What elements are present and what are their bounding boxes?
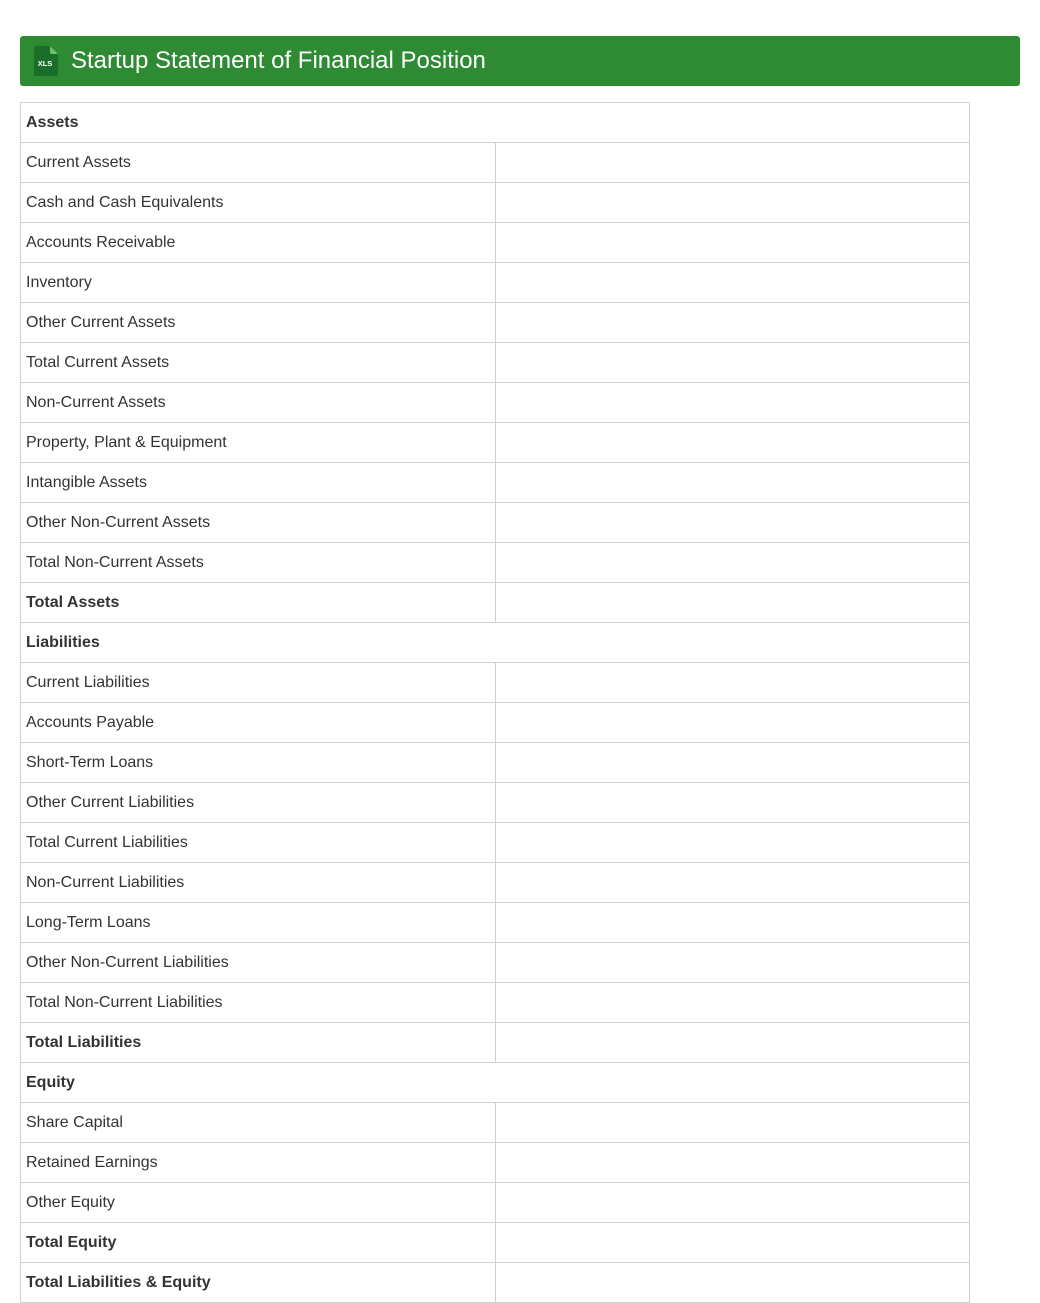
table-row	[21, 703, 970, 743]
total-row	[21, 1223, 970, 1263]
row-label: Other Non-Current Assets	[21, 503, 496, 543]
table-row	[21, 1183, 970, 1223]
value-cell[interactable]	[495, 383, 970, 423]
table-row	[21, 983, 970, 1023]
value-cell[interactable]	[495, 1103, 970, 1143]
row-label: Accounts Payable	[21, 703, 496, 743]
financial-position-table	[20, 102, 970, 1303]
total-row	[21, 1023, 970, 1063]
row-label: Non-Current Assets	[21, 383, 496, 423]
row-label: Other Non-Current Liabilities	[21, 943, 496, 983]
section-label: Liabilities	[21, 623, 970, 663]
table-row	[21, 423, 970, 463]
row-label: Total Equity	[21, 1223, 496, 1263]
row-label: Total Non-Current Liabilities	[21, 983, 496, 1023]
table-row	[21, 943, 970, 983]
table-row	[21, 1143, 970, 1183]
row-label: Inventory	[21, 263, 496, 303]
value-cell[interactable]	[495, 223, 970, 263]
row-label: Total Liabilities	[21, 1023, 496, 1063]
value-cell[interactable]	[495, 943, 970, 983]
value-cell[interactable]	[495, 1263, 970, 1303]
row-label: Total Liabilities & Equity	[21, 1263, 496, 1303]
table-row	[21, 303, 970, 343]
value-cell[interactable]	[495, 703, 970, 743]
row-label: Cash and Cash Equivalents	[21, 183, 496, 223]
table-row	[21, 1103, 970, 1143]
row-label: Total Assets	[21, 583, 496, 623]
total-row	[21, 583, 970, 623]
value-cell[interactable]	[495, 903, 970, 943]
row-label: Other Current Liabilities	[21, 783, 496, 823]
value-cell[interactable]	[495, 663, 970, 703]
svg-text:XLS: XLS	[37, 59, 53, 68]
table-row	[21, 223, 970, 263]
value-cell[interactable]	[495, 543, 970, 583]
value-cell[interactable]	[495, 263, 970, 303]
row-label: Total Non-Current Assets	[21, 543, 496, 583]
value-cell[interactable]	[495, 503, 970, 543]
value-cell[interactable]	[495, 423, 970, 463]
value-cell[interactable]	[495, 783, 970, 823]
row-label: Property, Plant & Equipment	[21, 423, 496, 463]
table-row	[21, 263, 970, 303]
value-cell[interactable]	[495, 303, 970, 343]
value-cell[interactable]	[495, 463, 970, 503]
row-label: Total Current Liabilities	[21, 823, 496, 863]
row-label: Other Current Assets	[21, 303, 496, 343]
row-label: Long-Term Loans	[21, 903, 496, 943]
table-row	[21, 743, 970, 783]
section-label: Assets	[21, 103, 970, 143]
row-label: Current Liabilities	[21, 663, 496, 703]
section-label: Equity	[21, 1063, 970, 1103]
row-label: Total Current Assets	[21, 343, 496, 383]
value-cell[interactable]	[495, 863, 970, 903]
table-row	[21, 823, 970, 863]
table-row	[21, 663, 970, 703]
row-label: Non-Current Liabilities	[21, 863, 496, 903]
value-cell[interactable]	[495, 183, 970, 223]
table-row	[21, 343, 970, 383]
total-row	[21, 1263, 970, 1303]
page-title: Startup Statement of Financial Position	[71, 47, 486, 74]
value-cell[interactable]	[495, 983, 970, 1023]
value-cell[interactable]	[495, 343, 970, 383]
row-label: Current Assets	[21, 143, 496, 183]
table-row	[21, 503, 970, 543]
page-header	[20, 36, 1020, 86]
section-row	[21, 623, 970, 663]
table-row	[21, 543, 970, 583]
row-label: Share Capital	[21, 1103, 496, 1143]
value-cell[interactable]	[495, 583, 970, 623]
value-cell[interactable]	[495, 1143, 970, 1183]
table-row	[21, 383, 970, 423]
value-cell[interactable]	[495, 823, 970, 863]
value-cell[interactable]	[495, 143, 970, 183]
table-row	[21, 863, 970, 903]
table-row	[21, 183, 970, 223]
row-label: Other Equity	[21, 1183, 496, 1223]
row-label: Intangible Assets	[21, 463, 496, 503]
value-cell[interactable]	[495, 1183, 970, 1223]
table-row	[21, 463, 970, 503]
excel-file-icon	[33, 46, 59, 76]
value-cell[interactable]	[495, 1223, 970, 1263]
value-cell[interactable]	[495, 743, 970, 783]
table-row	[21, 143, 970, 183]
row-label: Retained Earnings	[21, 1143, 496, 1183]
row-label: Accounts Receivable	[21, 223, 496, 263]
section-row	[21, 1063, 970, 1103]
section-row	[21, 103, 970, 143]
value-cell[interactable]	[495, 1023, 970, 1063]
table-row	[21, 783, 970, 823]
table-row	[21, 903, 970, 943]
row-label: Short-Term Loans	[21, 743, 496, 783]
